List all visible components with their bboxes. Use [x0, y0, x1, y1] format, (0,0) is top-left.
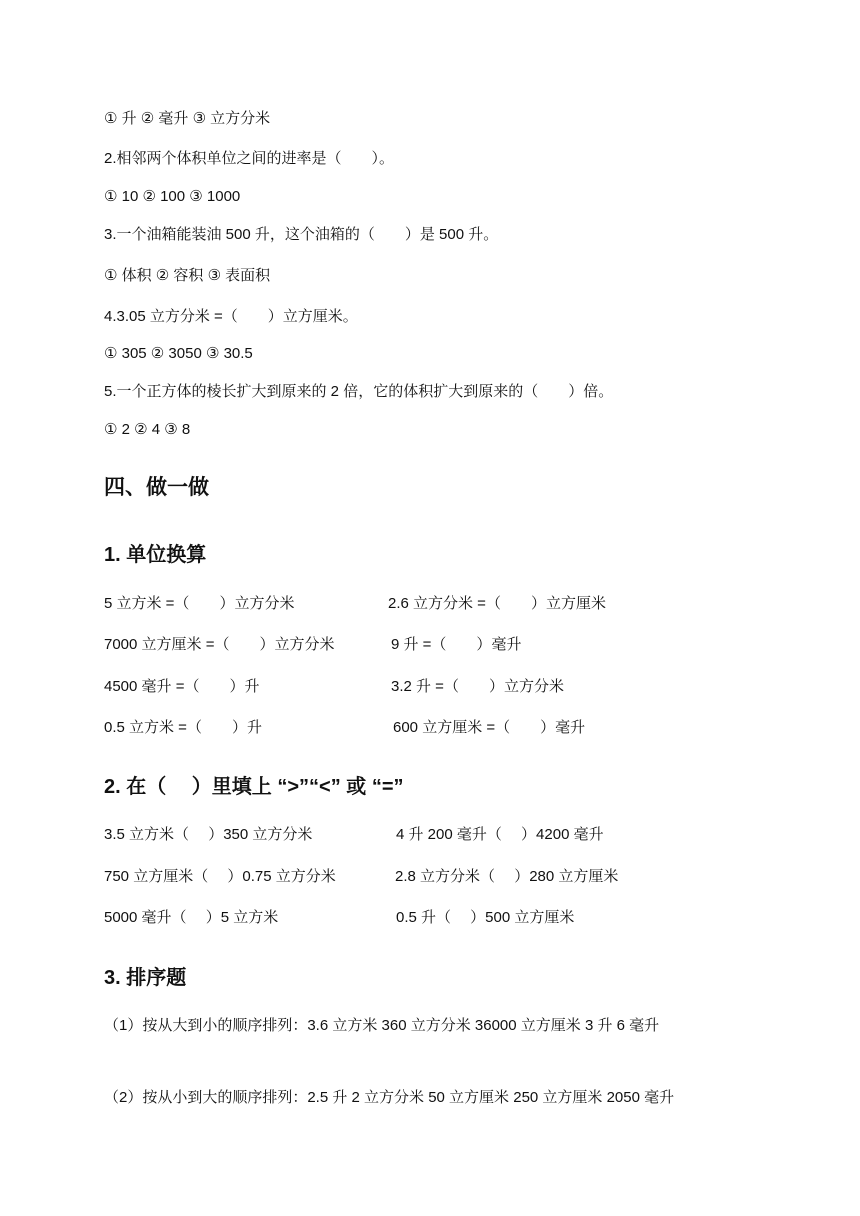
conversion-left-3: 4500 毫升 =（ ）升: [104, 678, 260, 695]
q3-options: ① 体积 ② 容积 ③ 表面积: [104, 267, 271, 284]
conversion-right-2: 9 升 =（ ）毫升: [391, 636, 522, 653]
q2-options: ① 10 ② 100 ③ 1000: [104, 188, 241, 205]
compare-right-1: 4 升 200 毫升（ ）4200 毫升: [396, 826, 604, 843]
part1-title: 1. 单位换算: [104, 544, 207, 566]
q5-options: ① 2 ② 4 ③ 8: [104, 421, 191, 438]
conversion-left-2: 7000 立方厘米 =（ ）立方分米: [104, 636, 335, 653]
q1-options: ① 升 ② 毫升 ③ 立方分米: [104, 110, 271, 127]
sort-item-2: （2）按从小到大的顺序排列：2.5 升 2 立方分米 50 立方厘米 250 立方厘米 2050 毫升: [104, 1089, 675, 1106]
q2-text: 2.相邻两个体积单位之间的进率是（ ）。: [104, 150, 395, 167]
conversion-right-3: 3.2 升 =（ ）立方分米: [391, 678, 564, 695]
sort-item-1: （1）按从大到小的顺序排列：3.6 立方米 360 立方分米 36000 立方厘米 3 升 6 毫升: [104, 1017, 660, 1034]
conversion-left-4: 0.5 立方米 =（ ）升: [104, 719, 262, 736]
part2-title: 2. 在（ ）里填上 “>”“<” 或 “=”: [104, 776, 404, 798]
compare-left-3: 5000 毫升（ ）5 立方米: [104, 909, 279, 926]
conversion-right-4: 600 立方厘米 =（ ）毫升: [393, 719, 586, 736]
q3-text: 3.一个油箱能装油 500 升，这个油箱的（ ）是 500 升。: [104, 226, 499, 243]
compare-left-2: 750 立方厘米（ ）0.75 立方分米: [104, 868, 336, 885]
conversion-right-1: 2.6 立方分米 =（ ）立方厘米: [388, 595, 606, 612]
q4-text: 4.3.05 立方分米 =（ ）立方厘米。: [104, 308, 358, 325]
part3-title: 3. 排序题: [104, 967, 187, 989]
compare-right-2: 2.8 立方分米（ ）280 立方厘米: [395, 868, 619, 885]
section-title: 四、做一做: [104, 476, 209, 499]
q4-options: ① 305 ② 3050 ③ 30.5: [104, 345, 253, 362]
compare-right-3: 0.5 升（ ）500 立方厘米: [396, 909, 575, 926]
conversion-left-1: 5 立方米 =（ ）立方分米: [104, 595, 295, 612]
compare-left-1: 3.5 立方米（ ）350 立方分米: [104, 826, 313, 843]
q5-text: 5.一个正方体的棱长扩大到原来的 2 倍，它的体积扩大到原来的（ ）倍。: [104, 383, 614, 400]
